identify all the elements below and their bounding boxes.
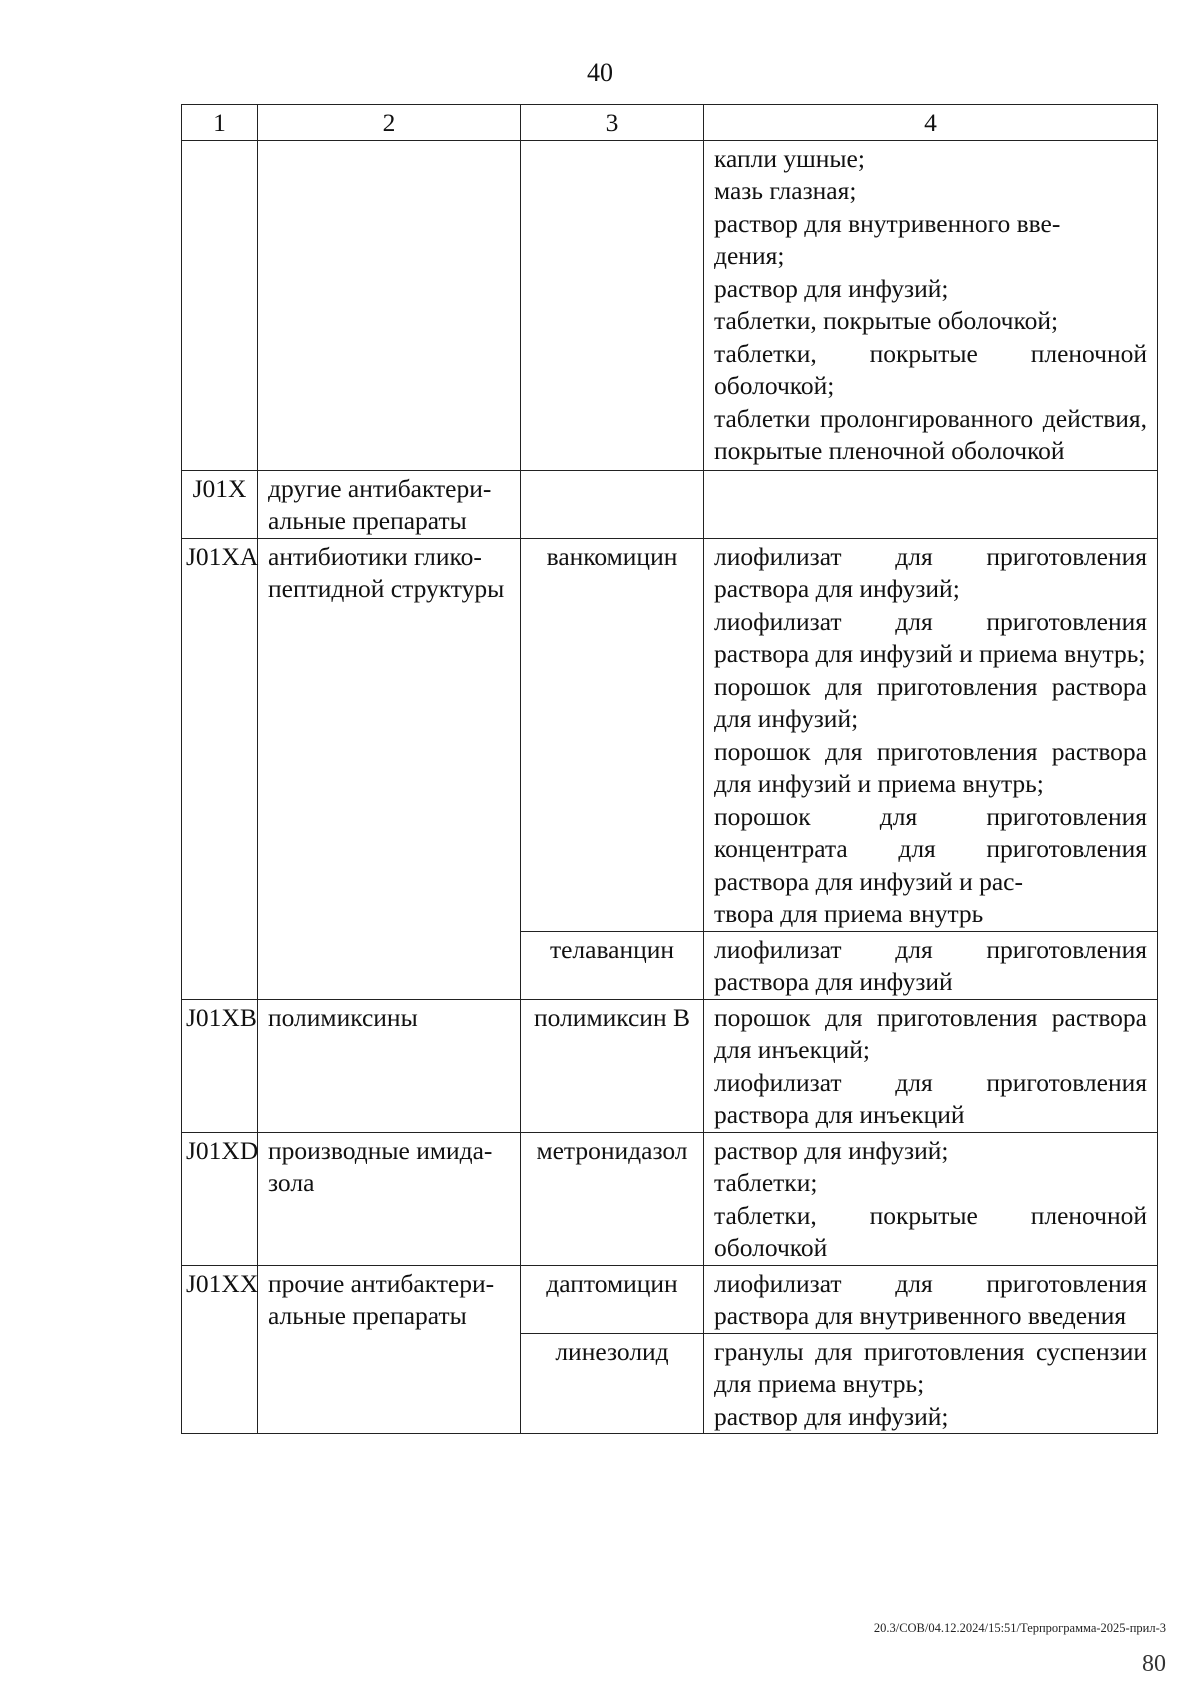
group-cell <box>258 538 521 999</box>
table-row <box>182 999 1158 1132</box>
text-line: таблетки пролонгированного действия, покрытые пленочной оболочкой <box>714 403 1147 465</box>
drug-cell: ванкомицин <box>521 538 704 931</box>
dosage-forms-cell <box>704 1333 1158 1434</box>
text-line: антибиотики глико- <box>268 541 482 571</box>
text-line: лиофилизат для приготовления раствора для инфузий; <box>714 541 1147 603</box>
text-line: альные препараты <box>268 1301 467 1330</box>
table-row <box>182 140 1158 470</box>
text-line: лиофилизат для приготовления раствора для инфузий <box>714 934 1147 996</box>
drug-cell: даптомицин <box>521 1265 704 1333</box>
text-line: другие антибактери- <box>268 473 492 503</box>
dosage-forms-cell <box>704 999 1158 1132</box>
text-line: таблетки, покрытые оболочкой; <box>714 306 1059 335</box>
text-line: дения; <box>714 241 785 270</box>
column-header-4: 4 <box>704 105 1158 141</box>
text-line: порошок для приготовления раствора для инфузий; <box>714 671 1147 733</box>
text-line: гранулы для приготовления суспензии для приема внутрь; <box>714 1336 1147 1398</box>
atc-code-cell: J01XD <box>182 1132 258 1265</box>
group-cell <box>258 1132 521 1265</box>
text-line: лиофилизат для приготовления раствора для внутривенного введения <box>714 1268 1147 1330</box>
table-row <box>182 470 1158 538</box>
text-line: раствор для внутривенного вве- <box>714 208 1061 238</box>
page-number-top: 40 <box>587 58 613 87</box>
atc-code-cell: J01X <box>182 470 258 538</box>
text-line: твора для приема внутрь <box>714 899 984 928</box>
drug-table <box>181 104 1158 1434</box>
text-line: прочие антибактери- <box>268 1268 495 1298</box>
drug-cell: метронидазол <box>521 1132 704 1265</box>
text-line: порошок для приготовления раствора для инфузий и приема внутрь; <box>714 736 1147 798</box>
drug-cell: телаванцин <box>521 931 704 999</box>
text-line: порошок для приготовления раствора для инъекций; <box>714 1002 1147 1064</box>
group-cell <box>258 999 521 1132</box>
text-line: альные препараты <box>268 506 467 535</box>
text-line: полимиксины <box>268 1002 418 1032</box>
drug-cell: полимиксин В <box>521 999 704 1132</box>
drug-cell <box>521 470 704 538</box>
text-line: лиофилизат для приготовления раствора для инфузий и приема внутрь; <box>714 606 1147 668</box>
text-line: раствор для инфузий; <box>714 273 949 303</box>
text-line: таблетки, покрытые пленочной оболочкой; <box>714 338 1147 400</box>
atc-code-cell: J01XA <box>182 538 258 999</box>
group-cell <box>258 140 521 470</box>
dosage-forms-cell <box>704 1265 1158 1333</box>
group-cell <box>258 470 521 538</box>
table-row <box>182 538 1158 931</box>
dosage-forms-cell <box>704 470 1158 538</box>
dosage-forms-cell <box>704 931 1158 999</box>
text-line: мазь глазная; <box>714 176 857 205</box>
atc-code-cell <box>182 140 258 470</box>
text-line: производные имида- <box>268 1135 493 1165</box>
dosage-forms-cell <box>704 140 1158 470</box>
text-line: раствор для инфузий; <box>714 1135 949 1165</box>
page-number-bottom: 80 <box>1142 1651 1166 1677</box>
text-line: таблетки; <box>714 1168 818 1197</box>
text-line: пептидной структуры <box>268 574 505 603</box>
table-header-row <box>182 105 1158 141</box>
atc-code-cell: J01XB <box>182 999 258 1132</box>
text-line: таблетки, покрытые пленочной оболочкой <box>714 1200 1147 1262</box>
column-header-3: 3 <box>521 105 704 141</box>
column-header-1: 1 <box>182 105 258 141</box>
column-header-2: 2 <box>258 105 521 141</box>
drug-cell: линезолид <box>521 1333 704 1434</box>
atc-code-cell: J01XX <box>182 1265 258 1434</box>
text-line: капли ушные; <box>714 143 865 173</box>
dosage-forms-cell <box>704 538 1158 931</box>
group-cell <box>258 1265 521 1434</box>
drug-cell <box>521 140 704 470</box>
table-row <box>182 1132 1158 1265</box>
text-line: раствор для инфузий; <box>714 1401 949 1431</box>
text-line: лиофилизат для приготовления раствора для инъекций <box>714 1067 1147 1129</box>
text-line: порошок для приготовления концентрата для приготовления раствора для инфузий и рас- <box>714 801 1147 896</box>
document-footer-code: 20.3/СОВ/04.12.2024/15:51/Терпрограмма-2025-прил-3 <box>873 1621 1166 1635</box>
table-row <box>182 1265 1158 1333</box>
dosage-forms-cell <box>704 1132 1158 1265</box>
text-line: зола <box>268 1168 315 1197</box>
